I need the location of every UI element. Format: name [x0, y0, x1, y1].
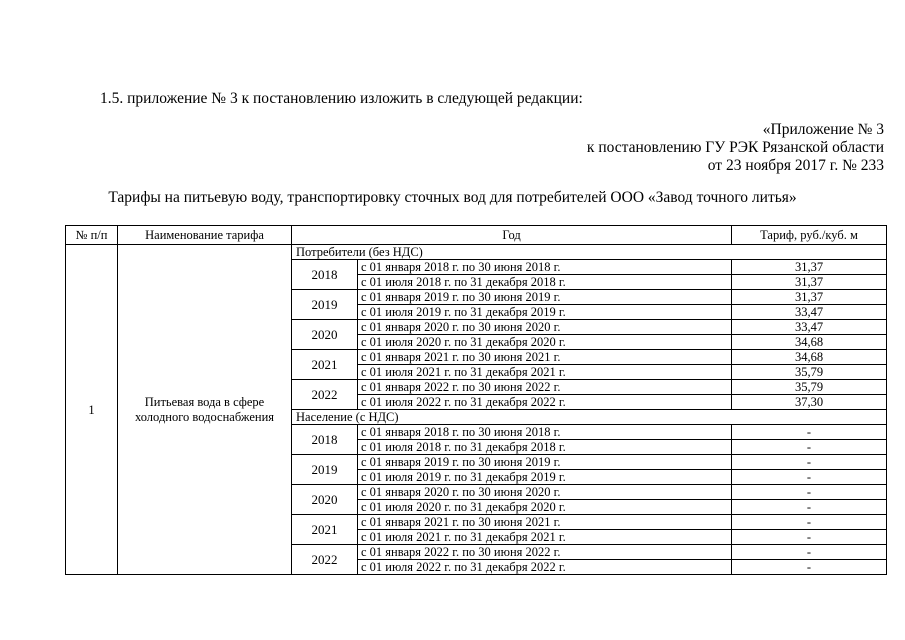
intro-paragraph: 1.5. приложение № 3 к постановлению изложить в следующей редакции:	[100, 90, 583, 107]
period-cell: с 01 января 2019 г. по 30 июня 2019 г.	[358, 290, 732, 305]
period-cell: с 01 июля 2020 г. по 31 декабря 2020 г.	[358, 335, 732, 350]
year-cell: 2022	[292, 545, 358, 575]
tariff-cell: -	[732, 455, 887, 470]
tariff-cell: -	[732, 545, 887, 560]
tariff-cell: -	[732, 560, 887, 575]
header-tariff-value: Тариф, руб./куб. м	[732, 226, 887, 245]
year-cell: 2018	[292, 425, 358, 455]
tariff-cell: -	[732, 500, 887, 515]
document-title: Тарифы на питьевую воду, транспортировку сточных вод для потребителей ООО «Завод точного литья»	[108, 189, 797, 206]
appendix-header	[587, 121, 884, 175]
tariff-cell: 31,37	[732, 290, 887, 305]
period-cell: с 01 января 2018 г. по 30 июня 2018 г.	[358, 425, 732, 440]
period-cell: с 01 июля 2019 г. по 31 декабря 2019 г.	[358, 470, 732, 485]
tariff-table	[65, 225, 887, 575]
table-body	[66, 245, 887, 575]
tariff-cell: -	[732, 515, 887, 530]
tariff-cell: 31,37	[732, 260, 887, 275]
tariff-cell: 37,30	[732, 395, 887, 410]
tariff-cell: -	[732, 530, 887, 545]
table-header-row	[66, 226, 887, 245]
group-row	[66, 245, 887, 260]
period-cell: с 01 июля 2018 г. по 31 декабря 2018 г.	[358, 275, 732, 290]
period-cell: с 01 января 2020 г. по 30 июня 2020 г.	[358, 485, 732, 500]
tariff-cell: 33,47	[732, 305, 887, 320]
appendix-line-2: к постановлению ГУ РЭК Рязанской области	[586, 139, 884, 156]
period-cell: с 01 января 2022 г. по 30 июня 2022 г.	[358, 380, 732, 395]
group-label: Потребители (без НДС)	[292, 245, 887, 260]
tariff-cell: 34,68	[732, 335, 887, 350]
tariff-cell: 33,47	[732, 320, 887, 335]
year-cell: 2019	[292, 455, 358, 485]
period-cell: с 01 января 2022 г. по 30 июня 2022 г.	[358, 545, 732, 560]
period-cell: с 01 января 2020 г. по 30 июня 2020 г.	[358, 320, 732, 335]
appendix-line-3: от 23 ноября 2017 г. № 233	[707, 157, 884, 174]
year-cell: 2020	[292, 485, 358, 515]
tariff-cell: 35,79	[732, 380, 887, 395]
tariff-cell: 35,79	[732, 365, 887, 380]
period-cell: с 01 января 2018 г. по 30 июня 2018 г.	[358, 260, 732, 275]
year-cell: 2022	[292, 380, 358, 410]
tariff-cell: 34,68	[732, 350, 887, 365]
tariff-cell: -	[732, 440, 887, 455]
group-label: Население (с НДС)	[292, 410, 887, 425]
year-cell: 2018	[292, 260, 358, 290]
year-cell: 2021	[292, 515, 358, 545]
header-year: Год	[292, 226, 732, 245]
period-cell: с 01 июля 2021 г. по 31 декабря 2021 г.	[358, 530, 732, 545]
header-tariff-name: Наименование тарифа	[118, 226, 292, 245]
row-number: 1	[66, 245, 118, 575]
period-cell: с 01 июля 2022 г. по 31 декабря 2022 г.	[358, 560, 732, 575]
period-cell: с 01 июля 2018 г. по 31 декабря 2018 г.	[358, 440, 732, 455]
tariff-cell: -	[732, 470, 887, 485]
period-cell: с 01 июля 2022 г. по 31 декабря 2022 г.	[358, 395, 732, 410]
period-cell: с 01 января 2021 г. по 30 июня 2021 г.	[358, 350, 732, 365]
tariff-cell: -	[732, 425, 887, 440]
tariff-cell: -	[732, 485, 887, 500]
tariff-cell: 31,37	[732, 275, 887, 290]
year-cell: 2019	[292, 290, 358, 320]
tariff-name: Питьевая вода в сфере холодного водоснабжения	[118, 245, 292, 575]
period-cell: с 01 января 2021 г. по 30 июня 2021 г.	[358, 515, 732, 530]
year-cell: 2020	[292, 320, 358, 350]
period-cell: с 01 июля 2019 г. по 31 декабря 2019 г.	[358, 305, 732, 320]
appendix-line-1: «Приложение № 3	[762, 121, 884, 138]
period-cell: с 01 января 2019 г. по 30 июня 2019 г.	[358, 455, 732, 470]
period-cell: с 01 июля 2021 г. по 31 декабря 2021 г.	[358, 365, 732, 380]
header-number: № п/п	[66, 226, 118, 245]
period-cell: с 01 июля 2020 г. по 31 декабря 2020 г.	[358, 500, 732, 515]
year-cell: 2021	[292, 350, 358, 380]
